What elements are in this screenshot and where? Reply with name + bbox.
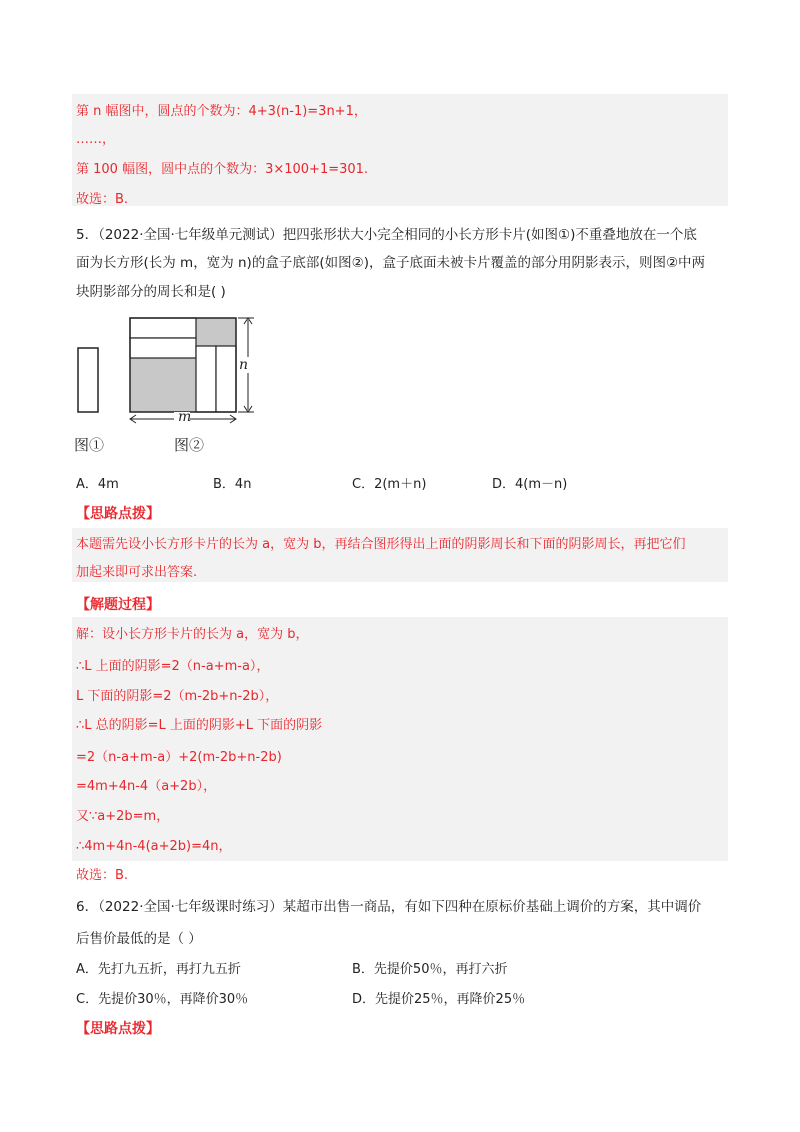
hint-line: 加起来即可求出答案. xyxy=(76,565,198,580)
figure-1-label: 图① xyxy=(74,436,105,454)
solution-line: ∴4m+4n-4(a+2b)=4n， xyxy=(76,839,232,854)
option-c: C．先提价30％，再降价30％ xyxy=(76,992,249,1007)
option-d: D．4(m－n) xyxy=(492,477,568,492)
question-6-stem: 6．（2022·全国·七年级课时练习）某超市出售一商品，有如下四种在原标价基础上调价的方案，其中调价 xyxy=(76,899,702,915)
hint-title: 【思路点拨】 xyxy=(76,506,160,522)
solution-line: 故选：B. xyxy=(76,868,129,883)
option-b: B．先提价50％，再打六折 xyxy=(352,962,508,977)
solution-title: 【解题过程】 xyxy=(76,597,160,613)
prev-solution-line: 故选：B. xyxy=(76,192,129,207)
prev-solution-line: 第 n 幅图中，圆点的个数为：4+3(n-1)=3n+1， xyxy=(76,104,367,119)
option-c: C．2(m＋n) xyxy=(352,477,427,492)
question-5-stem: 5．（2022·全国·七年级单元测试）把四张形状大小完全相同的小长方形卡片(如图①)不重叠地放在一个底 xyxy=(76,227,697,243)
option-d: D．先提价25％，再降价25％ xyxy=(352,992,526,1007)
option-a: A．先打九五折，再打九五折 xyxy=(76,962,241,977)
option-b: B．4n xyxy=(213,477,252,492)
hint-line: 本题需先设小长方形卡片的长为 a，宽为 b，再结合图形得出上面的阴影周长和下面的阴影周长，再把它们 xyxy=(76,537,686,552)
solution-line: ∴L 上面的阴影=2（n-a+m-a）， xyxy=(76,659,270,674)
solution-line: =4m+4n-4（a+2b）， xyxy=(76,779,217,794)
option-a: A．4m xyxy=(76,477,119,492)
box-diagram xyxy=(130,318,254,412)
question-5-stem: 块阴影部分的周长和是( ) xyxy=(76,284,226,300)
prev-solution-line: 第 100 幅图，圆中点的个数为：3×100+1=301. xyxy=(76,162,369,177)
question-5-stem: 面为长方形(长为 m，宽为 n)的盒子底部(如图②)，盒子底面未被卡片覆盖的部分用阴影表示，则图②中两 xyxy=(76,255,706,271)
solution-line: ∴L 总的阴影=L 上面的阴影+L 下面的阴影 xyxy=(76,718,323,733)
dimension-n-label: n xyxy=(239,357,249,373)
solution-line: =2（n-a+m-a）+2(m-2b+n-2b) xyxy=(76,750,282,765)
figure-2-label: 图② xyxy=(174,436,205,454)
prev-solution-line: ……， xyxy=(76,132,116,147)
solution-line: 解：设小长方形卡片的长为 a，宽为 b， xyxy=(76,627,309,642)
solution-line: 又∵a+2b=m， xyxy=(76,809,170,824)
question-6-stem: 后售价最低的是（ ） xyxy=(76,931,202,947)
card-rect xyxy=(78,348,98,412)
upper-shaded-region xyxy=(196,318,236,346)
dimension-m-label: m xyxy=(178,409,192,425)
hint-title: 【思路点拨】 xyxy=(76,1021,160,1037)
lower-shaded-region xyxy=(130,358,196,412)
solution-line: L 下面的阴影=2（m-2b+n-2b）， xyxy=(76,689,279,704)
solution-block xyxy=(72,617,728,861)
